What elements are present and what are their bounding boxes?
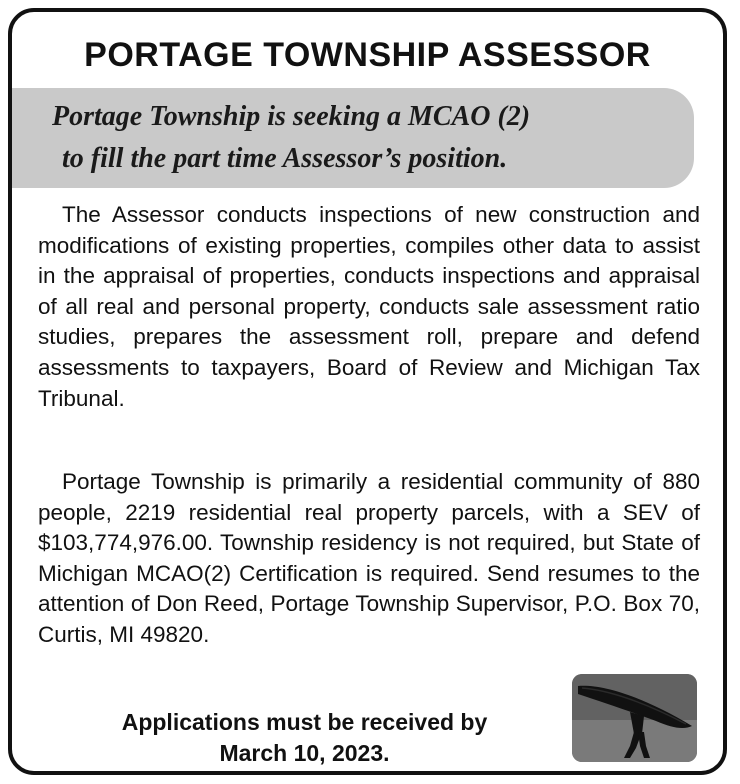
- application-deadline: [52, 707, 557, 769]
- banner-text: [52, 96, 682, 180]
- job-description-paragraph: The Assessor conducts inspections of new construction and modifications of existing properties, compiles other data to assist in the appraisal of properties, conducts inspections and appraisal of all real and personal property, conducts sale assessment ratio studies, prepares the assessment roll, prepare and defend assessments to taxpayers, Board of Review and Michigan Tax Tribunal.: [38, 202, 700, 411]
- township-info-paragraph: Portage Township is primarily a residential community of 880 people, 2219 residential real property parcels, with a SEV of $103,774,976.00. Township residency is not required, but State of Michigan MCAO(2) Certification is required. Send resumes to the attention of Don Reed, Portage Township Supervisor, P.O. Box 70, Curtis, MI 49820.: [38, 469, 700, 647]
- ad-title: PORTAGE TOWNSHIP ASSESSOR: [84, 36, 651, 74]
- banner-line-1: Portage Township is seeking a MCAO (2): [52, 101, 531, 132]
- classified-ad: [8, 8, 727, 775]
- deadline-line-2: March 10, 2023.: [219, 740, 390, 766]
- deadline-line-1: Applications must be received by: [121, 709, 488, 735]
- canoe-portage-icon: [572, 674, 697, 762]
- headline-banner: [12, 88, 694, 188]
- banner-line-2: to fill the part time Assessor’s position.: [62, 143, 508, 174]
